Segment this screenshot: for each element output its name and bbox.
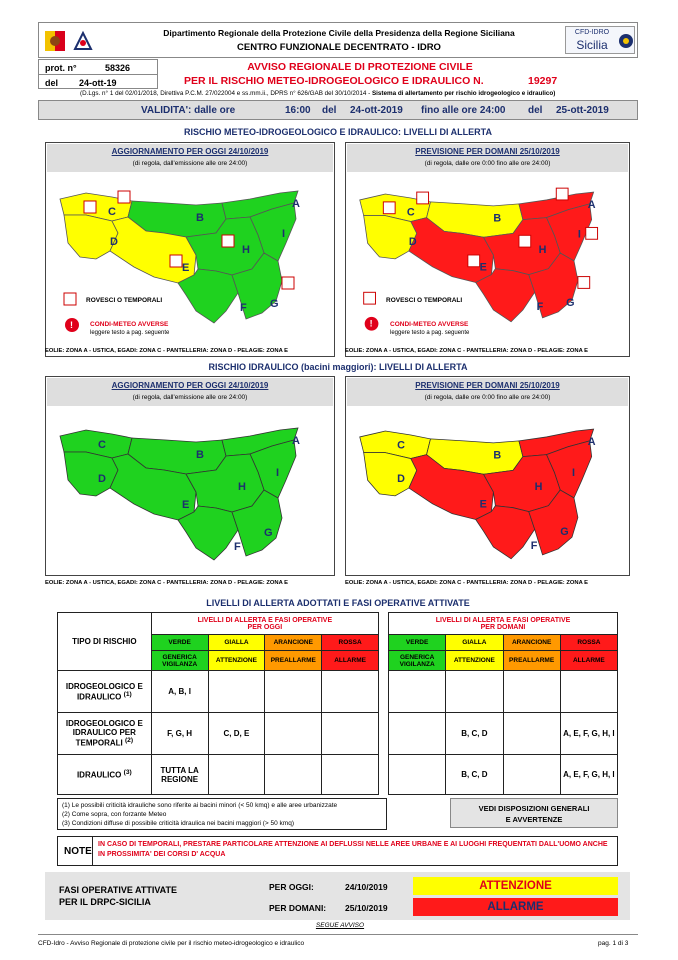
col-rossa: ROSSA <box>322 635 379 651</box>
s2-today-map <box>46 407 334 573</box>
svg-text:F: F <box>530 539 538 552</box>
s1-tomorrow-adverse-sub: leggere testo a pag. seguente <box>390 330 470 336</box>
zone-label-h: H <box>242 244 250 256</box>
svg-text:A: A <box>587 435 596 448</box>
svg-text:I: I <box>572 467 576 480</box>
phases-label-1: FASI OPERATIVE ATTIVATE <box>59 885 178 895</box>
footer-page: pag. 1 di 3 <box>598 940 629 947</box>
table-row: B, C, D A, E, F, G, H, I <box>389 755 618 795</box>
s2-tomorrow-map <box>346 407 629 573</box>
svg-text:C: C <box>397 439 405 452</box>
phases-today-label: PER OGGI: <box>269 882 314 892</box>
section2-title: RISCHIO IDRAULICO (bacini maggiori): LIVELLI DI ALLERTA <box>208 362 468 372</box>
svg-text:A: A <box>587 198 596 211</box>
table-row: IDROGEOLOGICO E IDRAULICO $^{(1)}$ A, B, I <box>58 671 379 713</box>
zone-label-g: G <box>270 298 279 310</box>
header <box>38 22 638 58</box>
svg-text:F: F <box>536 300 544 313</box>
svg-text:B: B <box>196 449 204 461</box>
svg-text:H: H <box>238 481 246 493</box>
s1-today-storm-label: ROVESCI O TEMPORALI <box>86 297 163 304</box>
levels-today-table <box>57 612 379 795</box>
s1-today-map <box>46 173 334 333</box>
type-header: TIPO DI RISCHIO <box>58 613 152 671</box>
note-text: IN CASO DI TEMPORALI, PRESTARE PARTICOLARE ATTENZIONE AI DEFLUSSI NELLE AREE URBANE E AI LUOGHI FREQUENTATI DALL'UOMO ANCHE IN PROSSIMITA' DEI CORSI D' ACQUA <box>98 841 608 858</box>
col-generica: GENERICA VIGILANZA <box>151 651 208 671</box>
validity-del1: del <box>322 105 337 116</box>
s1-tomorrow-panel <box>345 142 630 357</box>
s1-tomorrow-islands: EOLIE: ZONA A - USTICA, EGADI: ZONA C - PANTELLERIA: ZONA D - PELAGIE: ZONA E <box>345 348 589 354</box>
cfd-logo-top: CFD-IDRO <box>574 29 610 36</box>
levels-tomorrow-table: LIVELLI DI ALLERTA E FASI OPERATIVE PER DOMANI VERDE GIALLA ARANCIONE ROSSA GENERICA VIGILANZA ATTENZIONE PREALLARME ALLARME B, C, D A, E, F, G, H, I B, C, D A, E, F, G, H, I <box>388 612 618 795</box>
s1-today-subtitle: (di regola, dall'emissione alle ore 24:00) <box>132 160 248 167</box>
svg-text:F: F <box>234 541 241 553</box>
phases-tomorrow-date: 25/10/2019 <box>345 903 388 913</box>
col-attenzione: ATTENZIONE <box>208 651 265 671</box>
svg-text:D: D <box>397 473 405 486</box>
validity-from-date: 24-ott-2019 <box>350 105 403 116</box>
svg-text:E: E <box>182 499 190 511</box>
svg-text:B: B <box>493 212 502 225</box>
svg-text:A: A <box>292 435 300 447</box>
s2-today-subtitle: (di regola, dall'emissione alle ore 24:00) <box>132 394 248 401</box>
svg-text:D: D <box>98 473 106 485</box>
s1-tomorrow-storm-label: ROVESCI O TEMPORALI <box>386 297 463 304</box>
s1-today-panel <box>45 142 335 357</box>
group-today-header: LIVELLI DI ALLERTA E FASI OPERATIVE PER OGGI <box>151 613 378 635</box>
title-number: 19297 <box>528 75 558 87</box>
section1-title: RISCHIO METEO-IDROGEOLOGICO E IDRAULICO: LIVELLI DI ALLERTA <box>184 127 492 137</box>
note-box <box>57 836 618 866</box>
zone-label-b: B <box>196 212 204 224</box>
svg-text:D: D <box>408 236 417 249</box>
phases-today-badge: ATTENZIONE <box>413 877 618 895</box>
phases-label-2: PER IL DRPC-SICILIA <box>59 897 151 907</box>
svg-text:H: H <box>538 244 547 256</box>
validity-to-date: 25-ott-2019 <box>556 105 609 116</box>
centre-name: CENTRO FUNZIONALE DECENTRATO - IDRO <box>237 42 441 53</box>
svg-text:I: I <box>577 228 581 241</box>
table-row <box>389 671 618 713</box>
note-label: NOTE <box>64 846 92 857</box>
del-label: del <box>45 78 59 88</box>
s1-today-adverse-sub: leggere testo a pag. seguente <box>90 330 170 336</box>
footnote-3: (3) Condizioni diffuse di possibile criticità idraulica nei bacini maggiori (> 50 kmq) <box>62 820 295 827</box>
col-verde: VERDE <box>151 635 208 651</box>
region-logo <box>45 29 101 53</box>
svg-text:C: C <box>98 439 106 451</box>
table-row: IDRAULICO $^{(3)}$ TUTTA LA REGIONE <box>58 755 379 795</box>
svg-text:I: I <box>276 467 280 479</box>
zone-label-a: A <box>292 198 300 210</box>
zone-label-e: E <box>182 262 190 274</box>
col-arancione: ARANCIONE <box>265 635 322 651</box>
phases-tomorrow-badge: ALLARME <box>413 898 618 916</box>
s2-today-panel <box>45 376 335 576</box>
phases-today-date: 24/10/2019 <box>345 882 388 892</box>
svg-text:!: ! <box>70 320 73 330</box>
protocol-box <box>38 59 158 89</box>
col-allarme: ALLARME <box>322 651 379 671</box>
legal-bold: Sistema di allertamento per rischio idrogeologico e idraulico) <box>371 90 556 97</box>
group-tomorrow-header: LIVELLI DI ALLERTA E FASI OPERATIVE PER DOMANI <box>389 613 618 635</box>
validity-from-hour: 16:00 <box>285 105 311 116</box>
phases-tomorrow-label: PER DOMANI: <box>269 903 327 913</box>
s1-today-title: AGGIORNAMENTO PER OGGI 24/10/2019 <box>111 147 269 156</box>
segue-avviso: SEGUE AVVISO <box>315 922 365 929</box>
table-row: B, C, D A, E, F, G, H, I <box>389 713 618 755</box>
legal-reference <box>80 90 640 97</box>
zone-label-d: D <box>110 236 118 248</box>
svg-text:E: E <box>479 498 487 511</box>
cfd-logo <box>565 26 635 54</box>
department-name: Dipartimento Regionale della Protezione Civile della Presidenza della Regione Siciliana <box>163 28 515 38</box>
legal-text: (D.Lgs. n° 1 del 02/01/2018, Direttiva P.C.M. 27/022004 e ss.mm.ii., DPRS n° 626/GAB del 30/10/2014 - <box>80 90 371 97</box>
see-general-box <box>450 798 618 828</box>
levels-title: LIVELLI DI ALLERTA ADOTTATI E FASI OPERATIVE ATTIVATE <box>206 598 470 608</box>
validity-bar <box>38 100 638 120</box>
zone-label-i: I <box>282 228 286 240</box>
prot-label: prot. n° <box>45 63 77 73</box>
svg-text:G: G <box>566 297 575 310</box>
footer-left: CFD-Idro - Avviso Regionale di protezione civile per il rischio meteo-idrogeologico e idraulico <box>38 940 305 947</box>
s2-tomorrow-title: PREVISIONE PER DOMANI 25/10/2019 <box>415 381 560 390</box>
svg-text:E: E <box>479 261 487 274</box>
s1-tomorrow-adverse-label: CONDI-METEO AVVERSE <box>390 321 469 328</box>
s1-today-islands: EOLIE: ZONA A - USTICA, EGADI: ZONA C - PANTELLERIA: ZONA D - PELAGIE: ZONA E <box>45 348 289 354</box>
svg-text:B: B <box>493 449 502 462</box>
row-name: IDROGEOLOGICO E IDRAULICO PER TEMPORALI $^{(2)}$ <box>58 713 152 755</box>
s2-tomorrow-panel <box>345 376 630 576</box>
validity-label: VALIDITA': dalle ore <box>141 105 236 116</box>
s1-tomorrow-subtitle: (di regola, dalle ore 0:00 fino alle ore 24:00) <box>424 160 551 167</box>
cfd-logo-bottom: Sicilia <box>576 38 608 52</box>
zone-label-c: C <box>108 206 116 218</box>
s1-today-adverse-label: CONDI-METEO AVVERSE <box>90 321 169 328</box>
s2-tomorrow-islands: EOLIE: ZONA A - USTICA, EGADI: ZONA C - PANTELLERIA: ZONA D - PELAGIE: ZONA E <box>345 580 589 586</box>
phases-box <box>45 872 630 920</box>
s1-tomorrow-title: PREVISIONE PER DOMANI 25/10/2019 <box>415 147 560 156</box>
s2-today-title: AGGIORNAMENTO PER OGGI 24/10/2019 <box>111 381 269 390</box>
see-general-line2: E AVVERTENZE <box>505 815 563 824</box>
s2-tomorrow-subtitle: (di regola, dalle ore 0:00 fino alle ore 24:00) <box>424 394 551 401</box>
footnote-1: (1) Le possibili criticità idrauliche sono riferite ai bacini minori (< 50 kmq) e alle aree urbanizzate <box>62 802 338 809</box>
del-value: 24-ott-19 <box>79 78 117 88</box>
col-preallarme: PREALLARME <box>265 651 322 671</box>
svg-text:C: C <box>406 206 415 219</box>
svg-text:H: H <box>534 481 543 493</box>
zone-label-f: F <box>240 302 247 314</box>
prot-value: 58326 <box>105 63 131 73</box>
title-line1: AVVISO REGIONALE DI PROTEZIONE CIVILE <box>247 61 473 73</box>
cfd-logo-icon <box>618 33 634 49</box>
table-row: IDROGEOLOGICO E IDRAULICO PER TEMPORALI $^{(2)}$ F, G, H C, D, E <box>58 713 379 755</box>
s2-today-islands: EOLIE: ZONA A - USTICA, EGADI: ZONA C - PANTELLERIA: ZONA D - PELAGIE: ZONA E <box>45 580 289 586</box>
validity-until: fino alle ore 24:00 <box>421 105 506 116</box>
footnotes <box>57 798 387 830</box>
see-general-line1: VEDI DISPOSIZIONI GENERALI <box>478 804 590 813</box>
validity-del2: del <box>528 105 543 116</box>
title-line2: PER IL RISCHIO METEO-IDROGEOLOGICO E IDRAULICO N. <box>184 75 484 87</box>
s1-tomorrow-map <box>346 173 629 333</box>
row-name: IDRAULICO $^{(3)}$ <box>58 755 152 795</box>
svg-text:G: G <box>264 527 273 539</box>
svg-text:G: G <box>560 526 569 539</box>
row-name: IDROGEOLOGICO E IDRAULICO $^{(1)}$ <box>58 671 152 713</box>
col-gialla: GIALLA <box>208 635 265 651</box>
footnote-2: (2) Come sopra, con forzante Meteo <box>62 811 167 818</box>
svg-text:!: ! <box>369 318 373 329</box>
